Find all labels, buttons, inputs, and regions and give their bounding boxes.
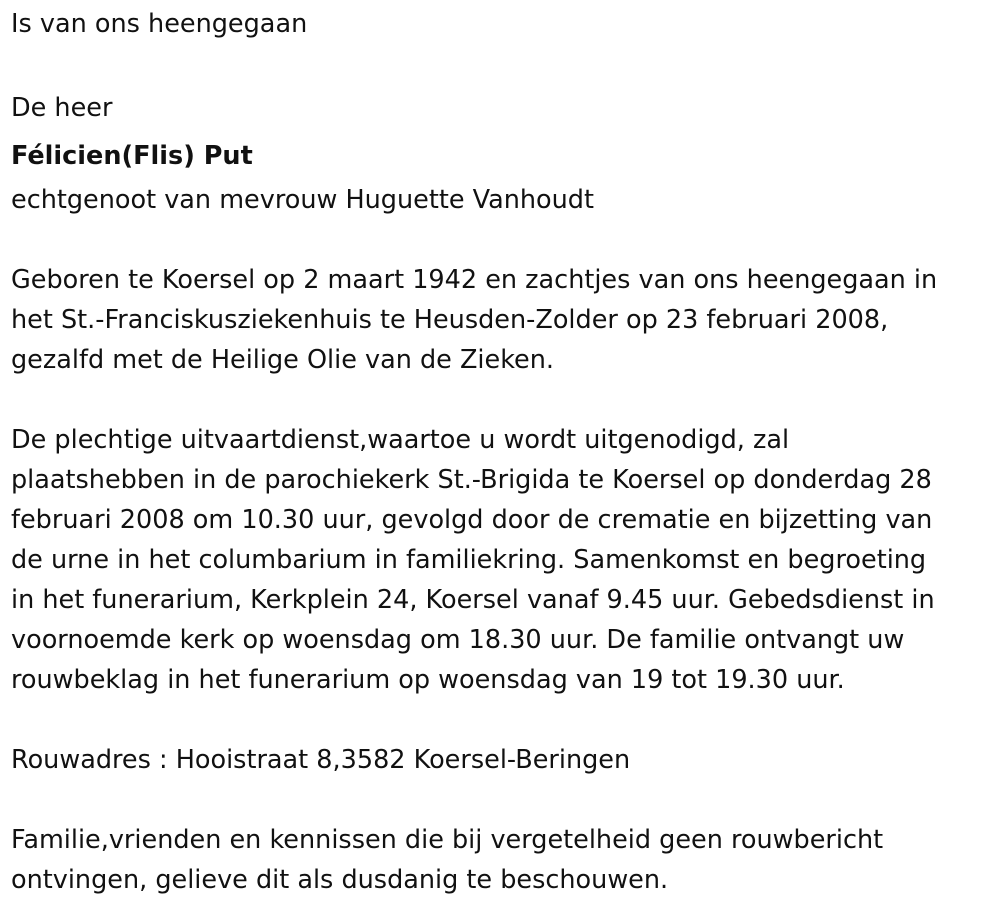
spacer [11,44,986,84]
spouse-line: echtgenoot van mevrouw Huguette Vanhoudt [11,185,594,215]
paragraph-line: De plechtige uitvaartdienst,waartoe u wordt uitgenodigd, zal [11,425,790,455]
paragraph-line: februari 2008 om 10.30 uur, gevolgd door de crematie en bijzetting van [11,505,933,535]
paragraph-line: gezalfd met de Heilige Olie van de Zieken. [11,345,555,375]
spacer [11,780,986,820]
service-paragraph [11,420,986,700]
paragraph-line: voornoemde kerk op woensdag om 18.30 uur. De familie ontvangt uw [11,625,905,655]
paragraph-line: het St.-Franciskusziekenhuis te Heusden-Zolder op 23 februari 2008, [11,305,889,335]
paragraph-line: plaatshebben in de parochiekerk St.-Brigida te Koersel op donderdag 28 [11,465,932,495]
paragraph-line: Familie,vrienden en kennissen die bij vergetelheid geen rouwbericht [11,825,884,855]
obituary-document [11,4,986,900]
paragraph-line: Geboren te Koersel op 2 maart 1942 en zachtjes van ons heengegaan in [11,265,938,295]
intro-text: Is van ons heengegaan [11,9,308,39]
paragraph-line: rouwbeklag in het funerarium op woensdag van 19 tot 19.30 uur. [11,665,845,695]
deceased-name: Félicien(Flis) Put [11,141,253,171]
spacer [11,700,986,740]
mourning-address: Rouwadres : Hooistraat 8,3582 Koersel-Beringen [11,745,631,775]
spacer [11,380,986,420]
paragraph-line: in het funerarium, Kerkplein 24, Koersel vanaf 9.45 uur. Gebedsdienst in [11,585,935,615]
closing-paragraph [11,820,986,900]
spacer [11,220,986,260]
salutation: De heer [11,93,113,123]
paragraph-line: de urne in het columbarium in familiekring. Samenkomst en begroeting [11,545,927,575]
paragraph-line: ontvingen, gelieve dit als dusdanig te beschouwen. [11,865,669,895]
birth-paragraph [11,260,986,380]
